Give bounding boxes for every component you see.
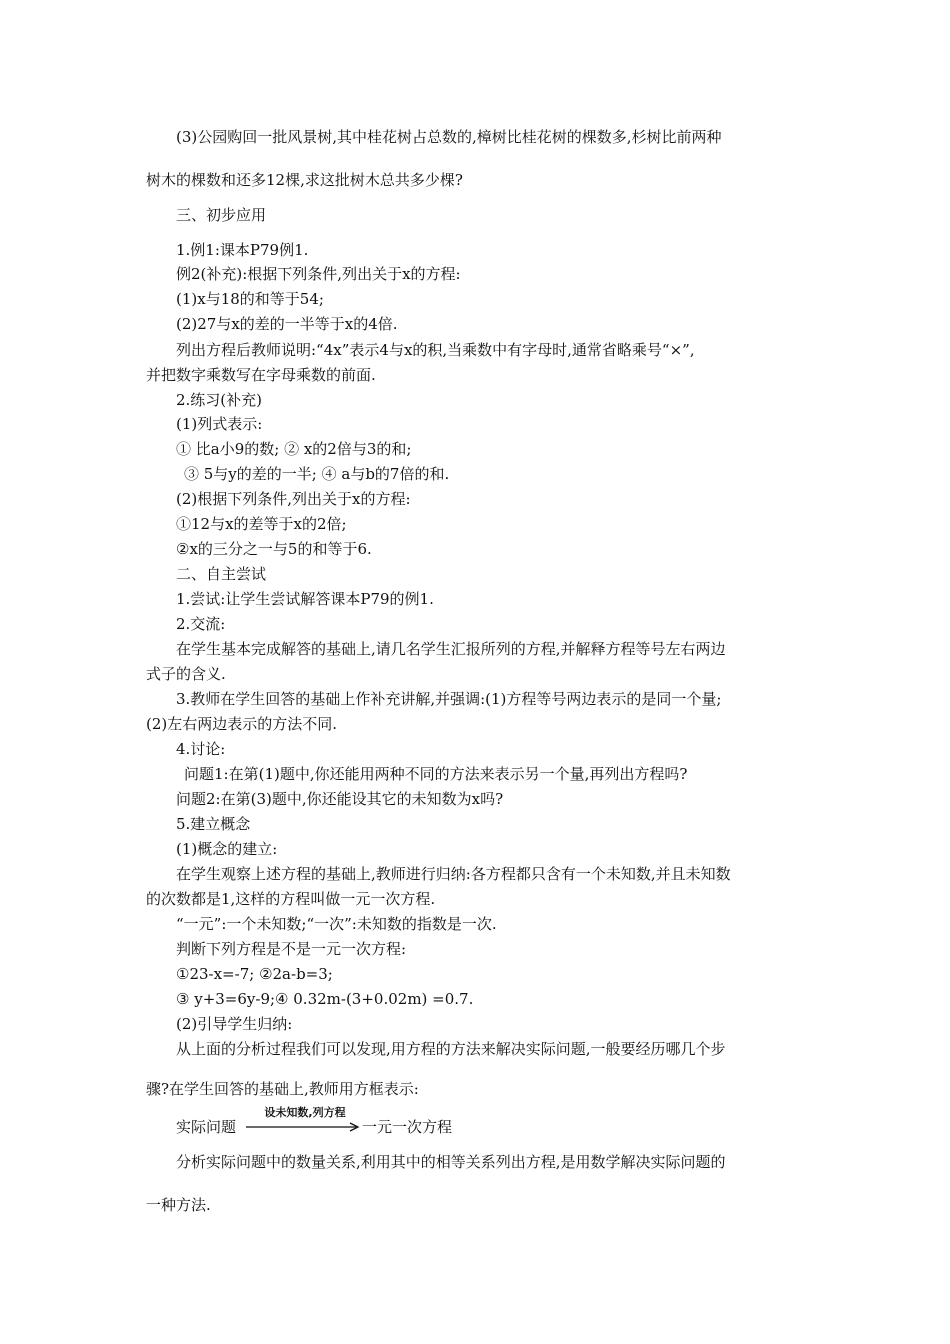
text-line: 骤?在学生回答的基础上,教师用方框表示:	[146, 1080, 419, 1098]
text-line: (2)27与x的差的一半等于x的4倍.	[176, 315, 398, 333]
text-line: ③ 5与y的差的一半; ④ a与b的7倍的和.	[184, 465, 450, 483]
text-line: 一种方法.	[146, 1196, 211, 1214]
text-line: 分析实际问题中的数量关系,利用其中的相等关系列出方程,是用数学解决实际问题的	[176, 1153, 726, 1171]
text-line: ③ y+3=6y-9;④ 0.32m-(3+0.02m) =0.7.	[176, 990, 474, 1008]
text-line: (2)左右两边表示的方法不同.	[146, 715, 338, 733]
flow-end-label: 一元一次方程	[362, 1118, 453, 1136]
flow-arrow-label: 设未知数,列方程	[264, 1106, 346, 1119]
text-line: 3.教师在学生回答的基础上作补充讲解,并强调:(1)方程等号两边表示的是同一个量;	[176, 690, 722, 708]
text-line: 问题1:在第(1)题中,你还能用两种不同的方法来表示另一个量,再列出方程吗?	[184, 765, 688, 783]
right-arrow-icon	[246, 1120, 364, 1134]
text-line: 在学生观察上述方程的基础上,教师进行归纳:各方程都只含有一个未知数,并且未知数	[176, 865, 731, 883]
text-line: ①23-x=-7; ②2a-b=3;	[176, 965, 333, 983]
text-line: 树木的棵数和还多12棵,求这批树木总共多少棵?	[146, 171, 463, 189]
text-line: ① 比a小9的数; ② x的2倍与3的和;	[176, 440, 412, 458]
text-line: 式子的含义.	[146, 665, 226, 683]
section-heading: 二、自主尝试	[176, 565, 267, 583]
text-line: 1.例1:课本P79例1.	[176, 241, 309, 259]
text-line: 5.建立概念	[176, 815, 251, 833]
text-line: (1)概念的建立:	[176, 840, 278, 858]
text-line: 问题2:在第(3)题中,你还能设其它的未知数为x吗?	[176, 790, 504, 808]
text-line: 例2(补充):根据下列条件,列出关于x的方程:	[176, 265, 461, 283]
text-line: (1)列式表示:	[176, 415, 263, 433]
section-heading: 三、初步应用	[176, 206, 267, 224]
text-line: ②x的三分之一与5的和等于6.	[176, 540, 372, 558]
text-line: (1)x与18的和等于54;	[176, 290, 324, 308]
text-line: 1.尝试:让学生尝试解答课本P79的例1.	[176, 590, 434, 608]
text-line: ①12与x的差等于x的2倍;	[176, 515, 347, 533]
text-line: “一元”:一个未知数;“一次”:未知数的指数是一次.	[176, 915, 497, 933]
text-line: 2.交流:	[176, 615, 226, 633]
text-line: 判断下列方程是不是一元一次方程:	[176, 940, 407, 958]
text-line: 从上面的分析过程我们可以发现,用方程的方法来解决实际问题,一般要经历哪几个步	[176, 1040, 726, 1058]
process-flow	[176, 1106, 496, 1142]
text-line: 并把数字乘数写在字母乘数的前面.	[146, 366, 376, 384]
text-line: 的次数都是1,这样的方程叫做一元一次方程.	[146, 890, 436, 908]
text-line: (2)根据下列条件,列出关于x的方程:	[176, 490, 411, 508]
text-line: (3)公园购回一批风景树,其中桂花树占总数的,樟树比桂花树的棵数多,杉树比前两种	[176, 128, 722, 146]
flow-start-label: 实际问题	[176, 1118, 237, 1136]
text-line: (2)引导学生归纳:	[176, 1015, 293, 1033]
text-line: 在学生基本完成解答的基础上,请几名学生汇报所列的方程,并解释方程等号左右两边	[176, 640, 726, 658]
text-line: 2.练习(补充)	[176, 391, 263, 409]
text-line: 列出方程后教师说明:“4x”表示4与x的积,当乘数中有字母时,通常省略乘号“×”,	[176, 341, 695, 359]
text-line: 4.讨论:	[176, 740, 226, 758]
